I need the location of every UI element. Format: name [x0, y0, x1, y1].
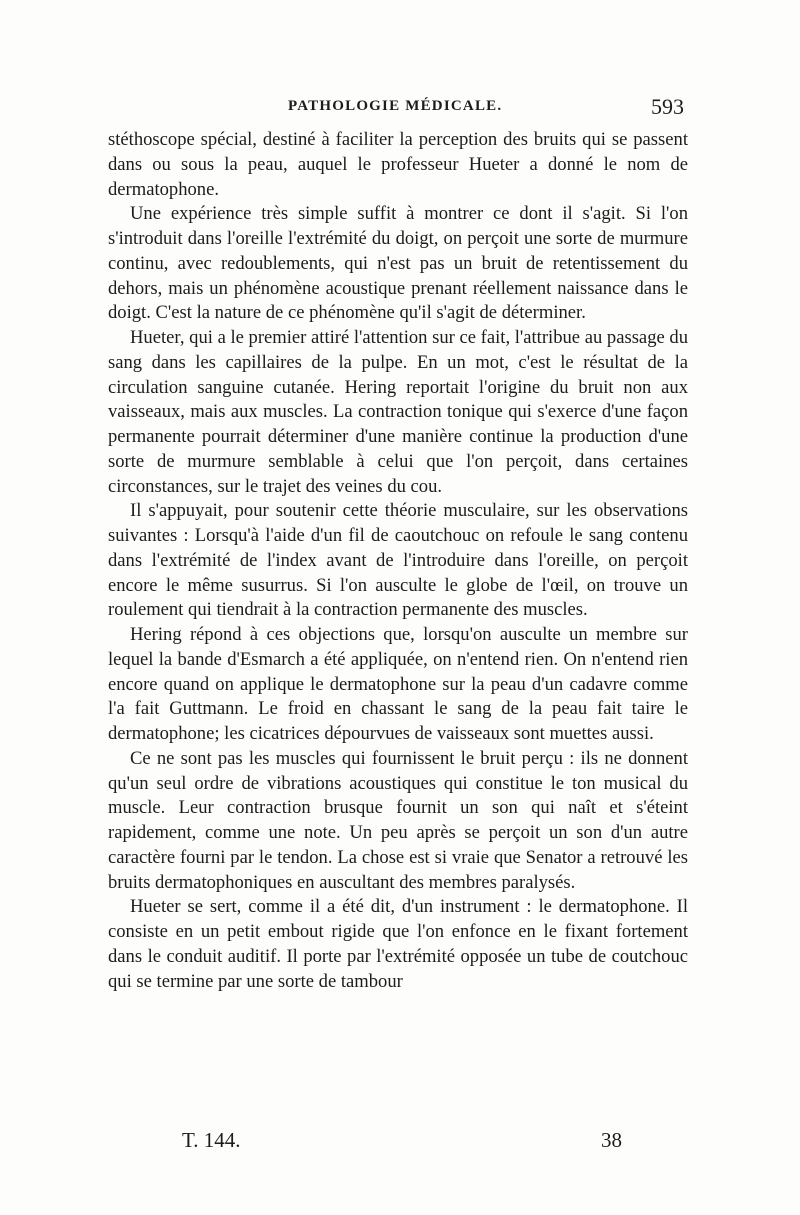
paragraph: stéthoscope spécial, destiné à faciliter la perception des bruits qui se passent dans ou sous la peau, auquel le professeur Hueter a donné le nom de dermatophone.	[108, 129, 688, 200]
running-head	[108, 94, 688, 124]
body-text	[108, 128, 688, 994]
paragraph: Hueter, qui a le premier attiré l'attention sur ce fait, l'attribue au passage du sang dans les capillaires de la pulpe. En un mot, c'est le résultat de la circulation sanguine cutanée. Hering reportait l'origine du bruit non aux vaisseaux, mais aux muscles. La contraction tonique qui s'exerce d'une façon permanente pourrait déterminer d'une manière continue la production d'une sorte de murmure semblable à celui que l'on perçoit, dans certaines circonstances, sur le trajet des veines du cou.	[108, 327, 688, 497]
paragraph: Ce ne sont pas les muscles qui fournissent le bruit perçu : ils ne donnent qu'un seul ordre de vibrations acoustiques qui constitue le ton musical du muscle. Leur contraction brusque fournit un son qui naît et s'éteint rapidement, comme une note. Un peu après se perçoit un son d'un autre caractère fourni par le tendon. La chose est si vraie que Senator a retrouvé les bruits dermatophoniques en auscultant des membres paralysés.	[108, 747, 688, 893]
paragraph: Il s'appuyait, pour soutenir cette théorie musculaire, sur les observations suivantes : Lorsqu'à l'aide d'un fil de caoutchouc on refoule le sang contenu dans l'extrémité de l'index avant de l'introduire dans l'oreille, on perçoit encore le même susurrus. Si l'on ausculte le globe de l'œil, on trouve un roulement qui tiendrait à la contraction permanente des muscles.	[108, 500, 688, 621]
running-head-title: PATHOLOGIE MÉDICALE.	[288, 98, 503, 114]
sheet-number: 38	[601, 1128, 622, 1152]
paragraph: Une expérience très simple suffit à montrer ce dont il s'agit. Si l'on s'introduit dans l'oreille l'extrémité du doigt, on perçoit une sorte de murmure continu, avec redoublements, qui n'est pas un bruit de retentissement du dehors, mais un phénomène acoustique prenant réellement naissance dans le doigt. C'est la nature de ce phénomène qu'il s'agit de déterminer.	[108, 203, 688, 324]
page-footer	[182, 1128, 622, 1158]
page-number: 593	[651, 94, 684, 119]
paragraph: Hueter se sert, comme il a été dit, d'un instrument : le dermatophone. Il consiste en un petit embout rigide que l'on enfonce en le fixant fortement dans le conduit auditif. Il porte par l'extrémité opposée un tube de coutchouc qui se termine par une sorte de tambour	[108, 896, 688, 992]
signature-mark: T. 144.	[182, 1128, 241, 1152]
paragraph: Hering répond à ces objections que, lorsqu'on ausculte un membre sur lequel la bande d'Esmarch a été appliquée, on n'entend rien. On n'entend rien encore quand on applique le dermatophone sur la peau d'un cadavre comme l'a fait Guttmann. Le froid en chassant le sang de la peau fait taire le dermatophone; les cicatrices dépourvues de vaisseaux sont muettes aussi.	[108, 624, 688, 744]
